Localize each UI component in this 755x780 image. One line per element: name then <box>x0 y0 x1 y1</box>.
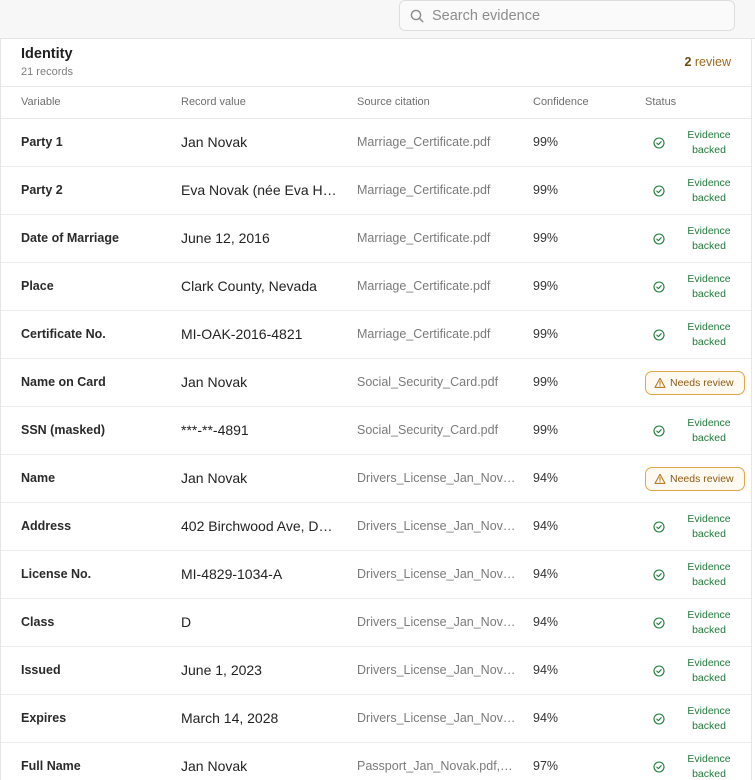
top-bar <box>0 0 755 39</box>
status-label: Evidence backed <box>687 609 731 636</box>
cell-record-value: June 12, 2016 <box>181 230 270 246</box>
check-circle-icon <box>653 425 665 437</box>
table-row[interactable] <box>1 743 751 780</box>
cell-record-value: ***-**-4891 <box>181 422 249 438</box>
status-label: Evidence backed <box>687 417 731 444</box>
review-count-label: review <box>694 55 731 69</box>
review-count[interactable] <box>684 55 731 69</box>
cell-record-value: June 1, 2023 <box>181 662 262 678</box>
cell-confidence: 94% <box>533 471 559 485</box>
cell-record-value: MI-OAK-2016-4821 <box>181 326 303 342</box>
table-row[interactable] <box>1 215 751 263</box>
table-row[interactable] <box>1 695 751 743</box>
cell-record-value: Jan Novak <box>181 134 248 150</box>
cell-source-citation[interactable]: Drivers_License_Jan_Nov… <box>357 615 516 629</box>
check-circle-icon <box>653 569 665 581</box>
status-evidence-backed <box>645 416 745 446</box>
cell-confidence: 94% <box>533 519 559 533</box>
column-header-variable: Variable <box>21 96 61 108</box>
status-evidence-backed <box>645 272 745 302</box>
cell-record-value: Clark County, Nevada <box>181 278 317 294</box>
cell-confidence: 97% <box>533 759 559 773</box>
cell-variable: SSN (masked) <box>21 423 106 437</box>
cell-record-value: Eva Novak (née Eva H… <box>181 182 337 198</box>
cell-variable: Certificate No. <box>21 327 106 341</box>
column-header-status: Status <box>645 96 677 108</box>
cell-source-citation[interactable]: Marriage_Certificate.pdf <box>357 279 491 293</box>
status-evidence-backed <box>645 128 745 158</box>
cell-variable: License No. <box>21 567 92 581</box>
cell-confidence: 94% <box>533 567 559 581</box>
cell-source-citation[interactable]: Drivers_License_Jan_Nov… <box>357 711 516 725</box>
cell-source-citation[interactable]: Marriage_Certificate.pdf <box>357 135 491 149</box>
table-row[interactable] <box>1 551 751 599</box>
cell-confidence: 99% <box>533 279 559 293</box>
status-evidence-backed <box>645 512 745 542</box>
cell-source-citation[interactable]: Social_Security_Card.pdf <box>357 423 499 437</box>
panel-title: Identity <box>21 46 73 62</box>
status-evidence-backed <box>645 752 745 780</box>
table-row[interactable] <box>1 119 751 167</box>
table-row[interactable] <box>1 647 751 695</box>
cell-source-citation[interactable]: Marriage_Certificate.pdf <box>357 231 491 245</box>
check-circle-icon <box>653 617 665 629</box>
cell-confidence: 99% <box>533 231 559 245</box>
cell-record-value: Jan Novak <box>181 758 248 774</box>
table-row[interactable] <box>1 599 751 647</box>
search-input[interactable] <box>432 8 722 24</box>
cell-source-citation[interactable]: Drivers_License_Jan_Nov… <box>357 519 516 533</box>
cell-variable: Party 2 <box>21 183 63 197</box>
warning-icon <box>654 377 666 389</box>
status-label: Evidence backed <box>687 753 731 780</box>
cell-confidence: 99% <box>533 135 559 149</box>
identity-panel <box>0 39 752 780</box>
column-header-value: Record value <box>181 96 246 108</box>
status-label: Evidence backed <box>687 177 731 204</box>
table-row[interactable] <box>1 311 751 359</box>
status-label: Needs review <box>670 473 734 485</box>
status-label: Evidence backed <box>687 321 731 348</box>
cell-source-citation[interactable]: Marriage_Certificate.pdf <box>357 183 491 197</box>
cell-variable: Issued <box>21 663 61 677</box>
cell-source-citation[interactable]: Social_Security_Card.pdf <box>357 375 499 389</box>
cell-record-value: Jan Novak <box>181 374 248 390</box>
check-circle-icon <box>653 521 665 533</box>
check-circle-icon <box>653 761 665 773</box>
table-row[interactable] <box>1 407 751 455</box>
status-label: Evidence backed <box>687 225 731 252</box>
cell-record-value: D <box>181 614 192 630</box>
cell-confidence: 99% <box>533 423 559 437</box>
column-header-confidence: Confidence <box>533 96 589 108</box>
check-circle-icon <box>653 713 665 725</box>
search-icon <box>410 9 424 23</box>
cell-variable: Full Name <box>21 759 81 773</box>
status-label: Evidence backed <box>687 561 731 588</box>
cell-variable: Date of Marriage <box>21 231 119 245</box>
cell-record-value: 402 Birchwood Ave, D… <box>181 518 333 534</box>
table-row[interactable] <box>1 455 751 503</box>
status-label: Needs review <box>670 377 734 389</box>
cell-source-citation[interactable]: Passport_Jan_Novak.pdf,… <box>357 759 513 773</box>
cell-confidence: 99% <box>533 327 559 341</box>
review-count-number: 2 <box>684 55 692 69</box>
status-label: Evidence backed <box>687 129 731 156</box>
status-evidence-backed <box>645 704 745 734</box>
status-label: Evidence backed <box>687 705 731 732</box>
status-evidence-backed <box>645 656 745 686</box>
cell-variable: Party 1 <box>21 135 63 149</box>
status-needs-review[interactable] <box>645 371 745 395</box>
cell-confidence: 99% <box>533 375 559 389</box>
cell-source-citation[interactable]: Drivers_License_Jan_Nov… <box>357 663 516 677</box>
status-needs-review[interactable] <box>645 467 745 491</box>
cell-confidence: 99% <box>533 183 559 197</box>
cell-variable: Class <box>21 615 55 629</box>
table-row[interactable] <box>1 263 751 311</box>
cell-source-citation[interactable]: Drivers_License_Jan_Nov… <box>357 567 516 581</box>
table-row[interactable] <box>1 167 751 215</box>
cell-confidence: 94% <box>533 663 559 677</box>
panel-header <box>1 39 751 87</box>
check-circle-icon <box>653 233 665 245</box>
check-circle-icon <box>653 665 665 677</box>
status-evidence-backed <box>645 320 745 350</box>
cell-confidence: 94% <box>533 615 559 629</box>
table-header <box>1 87 751 119</box>
cell-record-value: Jan Novak <box>181 470 248 486</box>
table-row[interactable] <box>1 503 751 551</box>
cell-variable: Name <box>21 471 56 485</box>
table-body <box>1 119 751 780</box>
status-evidence-backed <box>645 608 745 638</box>
cell-source-citation[interactable]: Marriage_Certificate.pdf <box>357 327 491 341</box>
cell-variable: Expires <box>21 711 67 725</box>
warning-icon <box>654 473 666 485</box>
table-row[interactable] <box>1 359 751 407</box>
record-count: 21 records <box>21 66 73 78</box>
column-header-source: Source citation <box>357 96 430 108</box>
status-evidence-backed <box>645 176 745 206</box>
status-label: Evidence backed <box>687 273 731 300</box>
check-circle-icon <box>653 185 665 197</box>
cell-record-value: March 14, 2028 <box>181 710 279 726</box>
status-label: Evidence backed <box>687 657 731 684</box>
cell-confidence: 94% <box>533 711 559 725</box>
search-box[interactable] <box>399 0 735 31</box>
cell-record-value: MI-4829-1034-A <box>181 566 283 582</box>
status-label: Evidence backed <box>687 513 731 540</box>
status-evidence-backed <box>645 560 745 590</box>
check-circle-icon <box>653 281 665 293</box>
check-circle-icon <box>653 329 665 341</box>
cell-source-citation[interactable]: Drivers_License_Jan_Nov… <box>357 471 516 485</box>
cell-variable: Name on Card <box>21 375 106 389</box>
status-evidence-backed <box>645 224 745 254</box>
cell-variable: Place <box>21 279 54 293</box>
cell-variable: Address <box>21 519 72 533</box>
check-circle-icon <box>653 137 665 149</box>
